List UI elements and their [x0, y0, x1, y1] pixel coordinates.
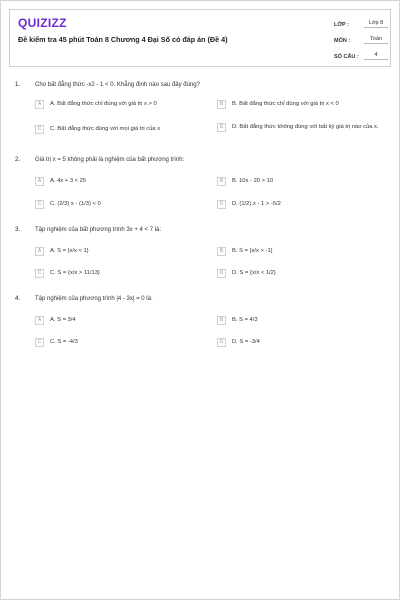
option-letter-box: D [217, 269, 226, 278]
option-text: D. S = {x/x < 1/2} [232, 270, 276, 276]
option-a[interactable] [35, 177, 205, 186]
option-c[interactable] [35, 338, 205, 347]
meta-label: LỚP : [334, 22, 349, 28]
option-c[interactable] [35, 200, 205, 209]
option-text: B. Bất đẳng thức chỉ đúng với giá trị x < 0 [232, 101, 339, 107]
option-text: C. (2/3) x - (1/3) < 0 [50, 201, 101, 207]
option-letter-box: D [217, 123, 226, 132]
option-letter-box: D [217, 338, 226, 347]
question-number: 4. [15, 295, 21, 302]
question-text: Giá trị x = 5 không phải là nghiệm của bất phương trình: [35, 157, 185, 163]
quizizz-logo: QUIZIZZ [18, 16, 67, 30]
option-text: C. S = -4/3 [50, 339, 78, 345]
meta-row-count [334, 48, 388, 60]
question-number: 2. [15, 156, 21, 163]
option-a[interactable] [35, 316, 205, 325]
option-letter-box: B [217, 100, 226, 109]
option-text: A. Bất đẳng thức chỉ đúng với giá trị x > 0 [50, 101, 157, 107]
question-text: Tập nghiệm của bất phương trình 3x + 4 < 7 là: [35, 227, 162, 233]
option-letter-box: B [217, 247, 226, 256]
question-number: 1. [15, 81, 21, 88]
option-letter-box: A [35, 177, 44, 186]
option-letter-box: C [35, 338, 44, 347]
option-letter-box: C [35, 200, 44, 209]
question-text: Tập nghiệm của phương trình |4 - 3x| = 0 là: [35, 296, 153, 302]
option-c[interactable] [35, 269, 205, 278]
option-text: B. S = {x/x > -1} [232, 248, 273, 254]
option-letter-box: B [217, 316, 226, 325]
option-letter-box: A [35, 247, 44, 256]
option-text: C. Bất đẳng thức đúng với mọi giá trị của x [50, 126, 161, 132]
question-text: Cho bất đẳng thức -x2 - 1 < 0. Khẳng định nào sau đây đúng? [35, 82, 200, 88]
question-number: 3. [15, 226, 21, 233]
option-text: B. 10x - 20 > 10 [232, 178, 274, 184]
option-text: C. S = {x/x > 11/13} [50, 270, 100, 276]
worksheet-meta [334, 16, 388, 64]
option-text: A. S = {x/x < 1} [50, 248, 89, 254]
meta-row-class [334, 16, 388, 28]
option-d[interactable] [217, 338, 387, 347]
option-b[interactable] [217, 247, 387, 256]
option-b[interactable] [217, 100, 387, 109]
option-a[interactable] [35, 100, 205, 109]
worksheet-title: Đề kiểm tra 45 phút Toán 8 Chương 4 Đại Số có đáp án (Đề 4) [18, 35, 228, 44]
meta-label: MÔN : [334, 38, 351, 44]
worksheet-header [9, 9, 391, 67]
meta-label: SỐ CÂU : [334, 54, 359, 60]
option-text: A. 4x + 3 < 25 [50, 178, 87, 184]
option-a[interactable] [35, 247, 205, 256]
meta-value: Toán [364, 36, 388, 44]
meta-value: Lớp 8 [364, 20, 388, 28]
option-text: A. S = 3/4 [50, 317, 76, 323]
option-d[interactable] [217, 123, 383, 132]
option-letter-box: A [35, 100, 44, 109]
option-letter-box: C [35, 125, 44, 134]
option-text: B. S = 4/3 [232, 317, 258, 323]
option-b[interactable] [217, 316, 387, 325]
option-text: D. Bất đẳng thức không đúng với bất kỳ giá trị nào của x. [232, 124, 379, 130]
option-letter-box: A [35, 316, 44, 325]
option-text: D. (1/2).x - 1 > -5/2 [232, 201, 281, 207]
meta-value: 4 [364, 52, 388, 60]
option-d[interactable] [217, 200, 387, 209]
option-b[interactable] [217, 177, 387, 186]
option-c[interactable] [35, 125, 205, 134]
option-text: D. S = -3/4 [232, 339, 260, 345]
meta-row-subject [334, 32, 388, 44]
option-d[interactable] [217, 269, 387, 278]
option-letter-box: C [35, 269, 44, 278]
option-letter-box: D [217, 200, 226, 209]
option-letter-box: B [217, 177, 226, 186]
